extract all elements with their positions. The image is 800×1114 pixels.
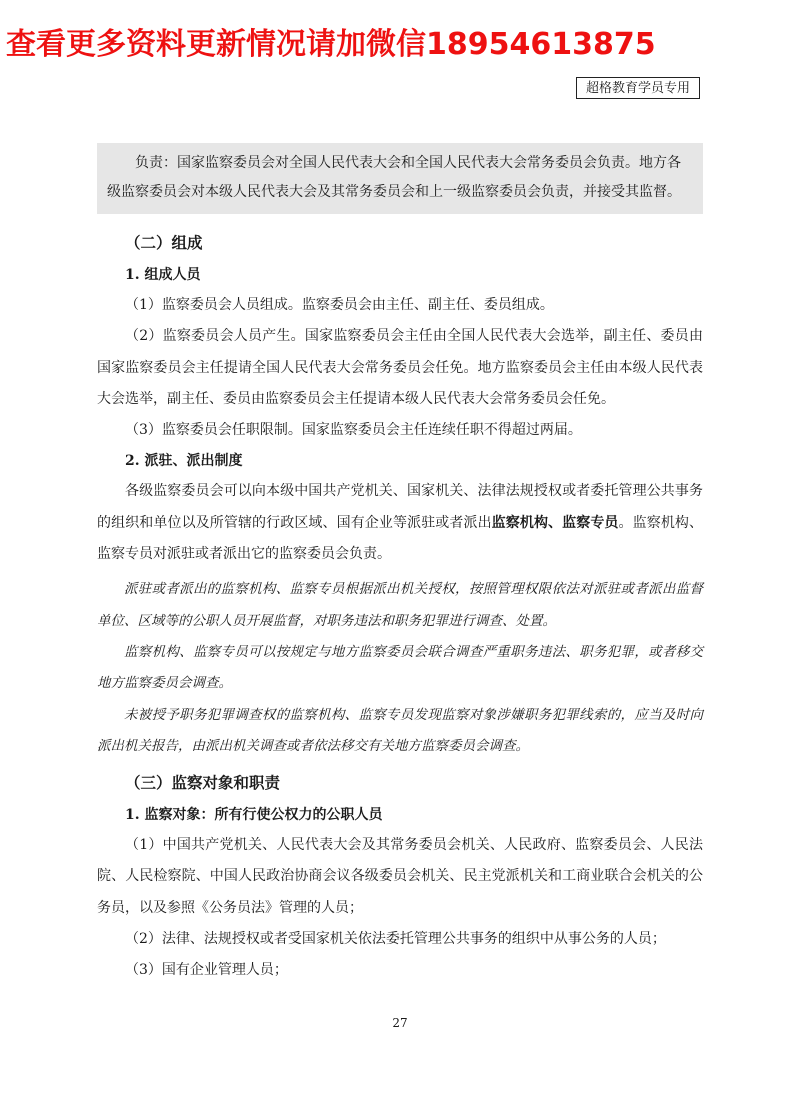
subheading-dispatch-system: 2. 派驻、派出制度	[125, 453, 243, 470]
section-heading-composition: （二）组成	[125, 233, 203, 252]
paragraph-text: 各级监察委员会可以向本级中国共产党机关、国家机关、法律法规授权或者委托管理公共事务的组织和单位以及所管辖的行政区域、国有企业等派驻或者派出	[97, 483, 703, 531]
section-heading-supervision: （三）监察对象和职责	[125, 773, 281, 793]
subheading-supervision-targets: 1. 监察对象：所有行使公权力的公职人员	[125, 807, 383, 824]
paragraph: （2）监察委员会人员产生。国家监察委员会主任由全国人民代表大会选举，副主任、委员由国家监察委员会主任提请全国人民代表大会常务委员会任免。地方监察委员会主任由本级人民代表大会选举，副主任、委员由监察委员会主任提请本级人民代表大会常务委员会任免。	[97, 328, 703, 407]
watermark-banner: 查看更多资料更新情况请加微信18954613875	[6, 27, 656, 62]
page-number: 27	[392, 1016, 408, 1030]
subheading-members: 1. 组成人员	[125, 267, 201, 283]
paragraph: 派驻或者派出的监察机构、监察专员根据派出机关授权，按照管理权限依法对派驻或者派出监督单位、区域等的公职人员开展监督，对职务违法和职务犯罪进行调查、处置。	[97, 581, 703, 629]
main-content	[97, 226, 703, 987]
paragraph: （2）法律、法规授权或者受国家机关依法委托管理公共事务的组织中从事公务的人员；	[125, 931, 666, 948]
paragraph: （3）监察委员会任职限制。国家监察委员会主任连续任职不得超过两届。	[125, 422, 582, 439]
box-text: 负责：国家监察委员会对全国人民代表大会和全国人民代表大会常务委员会负责。地方各级监察委员会对本级人民代表大会及其常务委员会和上一级监察委员会负责，并接受其监督。	[107, 155, 681, 200]
paragraph: 监察机构、监察专员可以按规定与地方监察委员会联合调查严重职务违法、职务犯罪，或者移交地方监察委员会调查。	[97, 643, 703, 692]
highlight-box	[97, 143, 703, 214]
paragraph	[97, 476, 703, 570]
student-use-stamp: 超格教育学员专用	[576, 77, 700, 99]
paragraph-text: 。监察机构、监察专员对派驻或者派出它的监察委员会负责。	[97, 514, 704, 563]
paragraph: （3）国有企业管理人员；	[125, 962, 288, 979]
emphasis-text: 监察机构、监察专员	[491, 514, 619, 531]
paragraph: 未被授予职务犯罪调查权的监察机构、监察专员发现监察对象涉嫌职务犯罪线索的，应当及时向派出机关报告，由派出机关调查或者依法移交有关地方监察委员会调查。	[97, 706, 703, 754]
paragraph: （1）监察委员会人员组成。监察委员会由主任、副主任、委员组成。	[125, 297, 554, 313]
paragraph: （1）中国共产党机关、人民代表大会及其常务委员会机关、人民政府、监察委员会、人民法院、人民检察院、中国人民政治协商会议各级委员会机关、民主党派机关和工商业联合会机关的公务员，以及参照《公务员法》管理的人员；	[97, 837, 703, 916]
